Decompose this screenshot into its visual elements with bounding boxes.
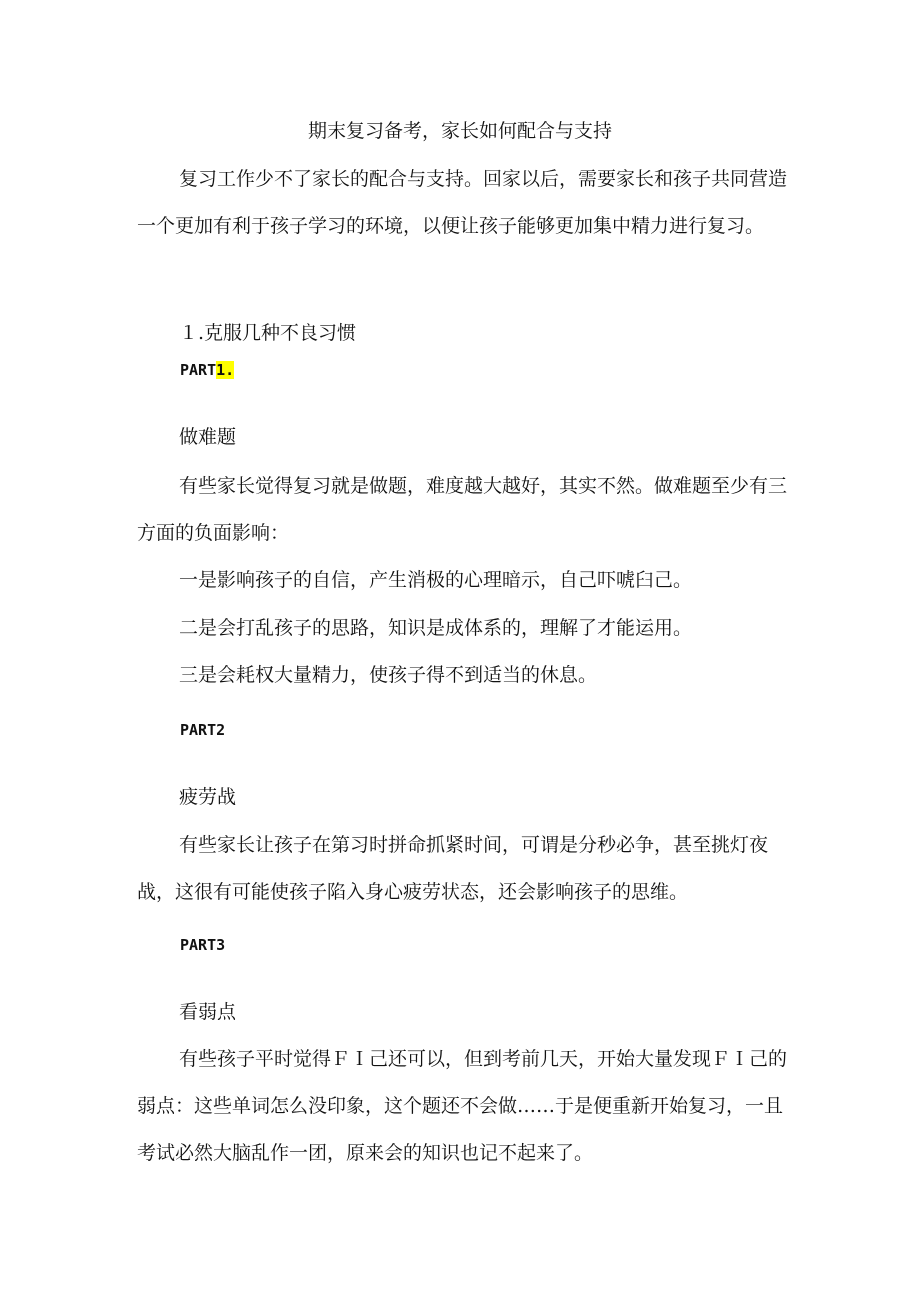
part1-item-3: 三是会耗权大量精力，使孩子得不到适当的休息。 <box>179 664 598 686</box>
intro-paragraph: 复习工作少不了家长的配合与支持。回家以后，需要家长和孩子共同营造一个更加有利于孩子学习的环境，以便让孩子能够更加集中精力进行复习。 <box>137 168 788 237</box>
part1-item-1: 一是影响孩子的自信，产生消极的心理暗示，自己吓唬臼己。 <box>179 569 693 591</box>
part3-heading: 看弱点 <box>179 1001 237 1023</box>
part3-label: PART3 <box>180 936 226 954</box>
part3-paragraph: 有些孩子平时觉得ＦＩ己还可以，但到考前几天，开始大量发现ＦＩ己的弱点：这些单词怎么没印象，这个题还不会做……于是便重新开始复习，一且考试必然大脑乱作一团，原来会的知识也记不起来了。 <box>137 1048 788 1164</box>
part1-heading: 做难题 <box>179 426 237 448</box>
part2-heading: 疲劳战 <box>179 786 237 808</box>
section-heading: １.克服几种不良习惯 <box>179 322 357 344</box>
part1-item-2: 二是会打乱孩子的思路，知识是成体系的，理解了才能运用。 <box>179 617 693 639</box>
part2-paragraph: 有些家长让孩子在第习时拼命抓紧时间，可谓是分秒必争，甚至挑灯夜战，这很有可能使孩子陷入身心疲劳状态，还会影响孩子的思维。 <box>137 834 769 903</box>
part1-number-highlight: 1. <box>216 361 235 379</box>
part1-label <box>180 358 234 382</box>
part1-label-text: PART <box>180 361 217 379</box>
document-title: 期末复习备考，家长如何配合与支持 <box>307 120 612 142</box>
part1-paragraph: 有些家长觉得复习就是做题，难度越大越好，其实不然。做难题至少有三方面的负面影响： <box>137 475 788 544</box>
part2-label: PART2 <box>180 721 226 739</box>
